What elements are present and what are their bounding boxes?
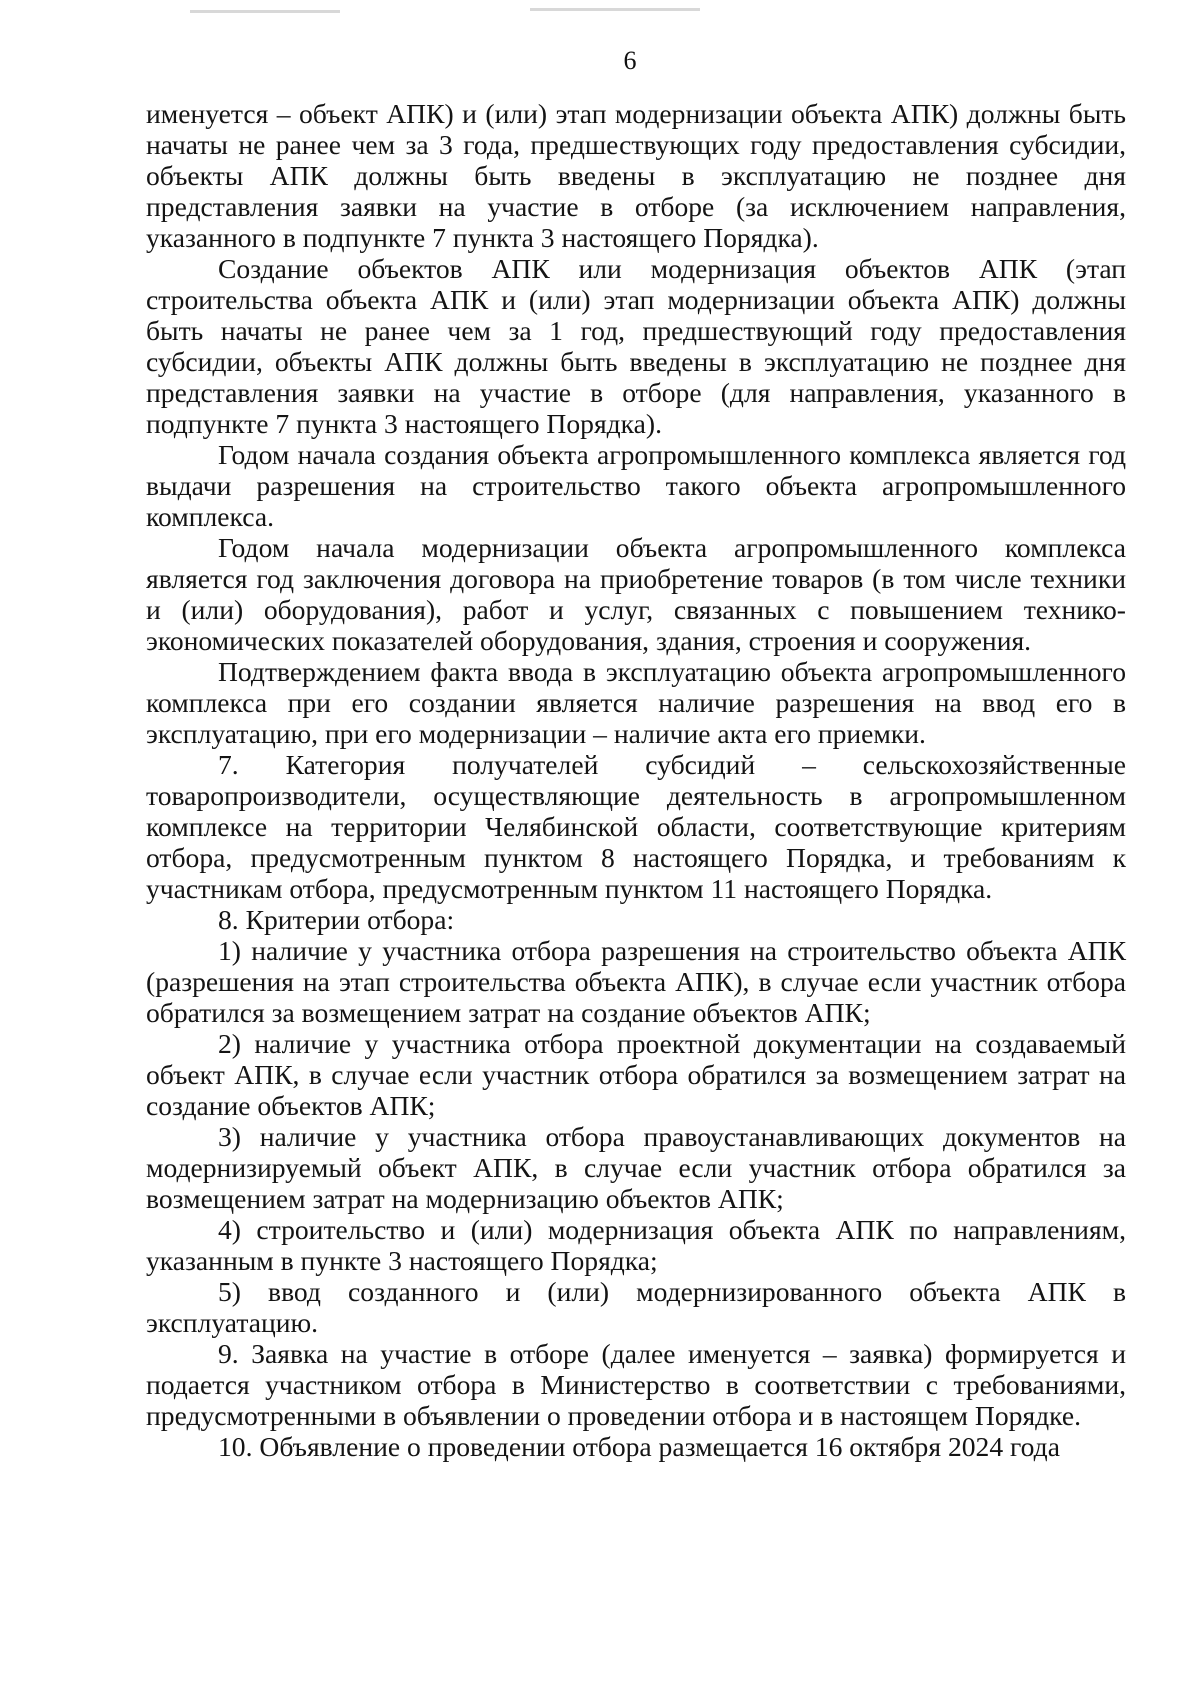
paragraph: Подтверждением факта ввода в эксплуатацию объекта агропромышленного комплекса при его создании является наличие разрешения на ввод его в эксплуатацию, при его модернизации – наличие акта его приемки. xyxy=(146,656,1126,749)
paragraph: Годом начала модернизации объекта агропромышленного комплекса является год заключения договора на приобретение товаров (в том числе техники и (или) оборудования), работ и услуг, связанных с повышением технико-экономических показателей оборудования, здания, строения и сооружения. xyxy=(146,532,1126,656)
paragraph: 3) наличие у участника отбора правоустанавливающих документов на модернизируемый объект АПК, в случае если участник отбора обратился за возмещением затрат на модернизацию объектов АПК; xyxy=(146,1121,1126,1214)
document-body xyxy=(146,98,1126,1462)
paragraph: 2) наличие у участника отбора проектной документации на создаваемый объект АПК, в случае если участник отбора обратился за возмещением затрат на создание объектов АПК; xyxy=(146,1028,1126,1121)
paragraph: 5) ввод созданного и (или) модернизированного объекта АПК в эксплуатацию. xyxy=(146,1276,1126,1338)
paragraph: 7. Категория получателей субсидий – сельскохозяйственные товаропроизводители, осуществляющие деятельность в агропромышленном комплексе на территории Челябинской области, соответствующие критериям отбора, предусмотренным пунктом 8 настоящего Порядка, и требованиям к участникам отбора, предусмотренным пунктом 11 настоящего Порядка. xyxy=(146,749,1126,904)
paragraph: Годом начала создания объекта агропромышленного комплекса является год выдачи разрешения на строительство такого объекта агропромышленного комплекса. xyxy=(146,439,1126,532)
scan-artifact xyxy=(530,8,700,11)
paragraph: 1) наличие у участника отбора разрешения на строительство объекта АПК (разрешения на этап строительства объекта АПК), в случае если участник отбора обратился за возмещением затрат на создание объектов АПК; xyxy=(146,935,1126,1028)
scan-artifact xyxy=(190,10,340,13)
paragraph: Создание объектов АПК или модернизация объектов АПК (этап строительства объекта АПК и (или) этап модернизации объекта АПК) должны быть начаты не ранее чем за 1 год, предшествующий году предоставления субсидии, объекты АПК должны быть введены в эксплуатацию не позднее дня представления заявки на участие в отборе (для направления, указанного в подпункте 7 пункта 3 настоящего Порядка). xyxy=(146,253,1126,439)
paragraph: 4) строительство и (или) модернизация объекта АПК по направлениям, указанным в пункте 3 настоящего Порядка; xyxy=(146,1214,1126,1276)
paragraph: 9. Заявка на участие в отборе (далее именуется – заявка) формируется и подается участником отбора в Министерство в соответствии с требованиями, предусмотренными в объявлении о проведении отбора и в настоящем Порядке. xyxy=(146,1338,1126,1431)
paragraph: именуется – объект АПК) и (или) этап модернизации объекта АПК) должны быть начаты не ранее чем за 3 года, предшествующих году предоставления субсидии, объекты АПК должны быть введены в эксплуатацию не позднее дня представления заявки на участие в отборе (за исключением направления, указанного в подпункте 7 пункта 3 настоящего Порядка). xyxy=(146,98,1126,253)
page-number: 6 xyxy=(623,46,637,75)
paragraph: 10. Объявление о проведении отбора размещается 16 октября 2024 года xyxy=(218,1431,1060,1462)
paragraph: 8. Критерии отбора: xyxy=(218,904,455,935)
